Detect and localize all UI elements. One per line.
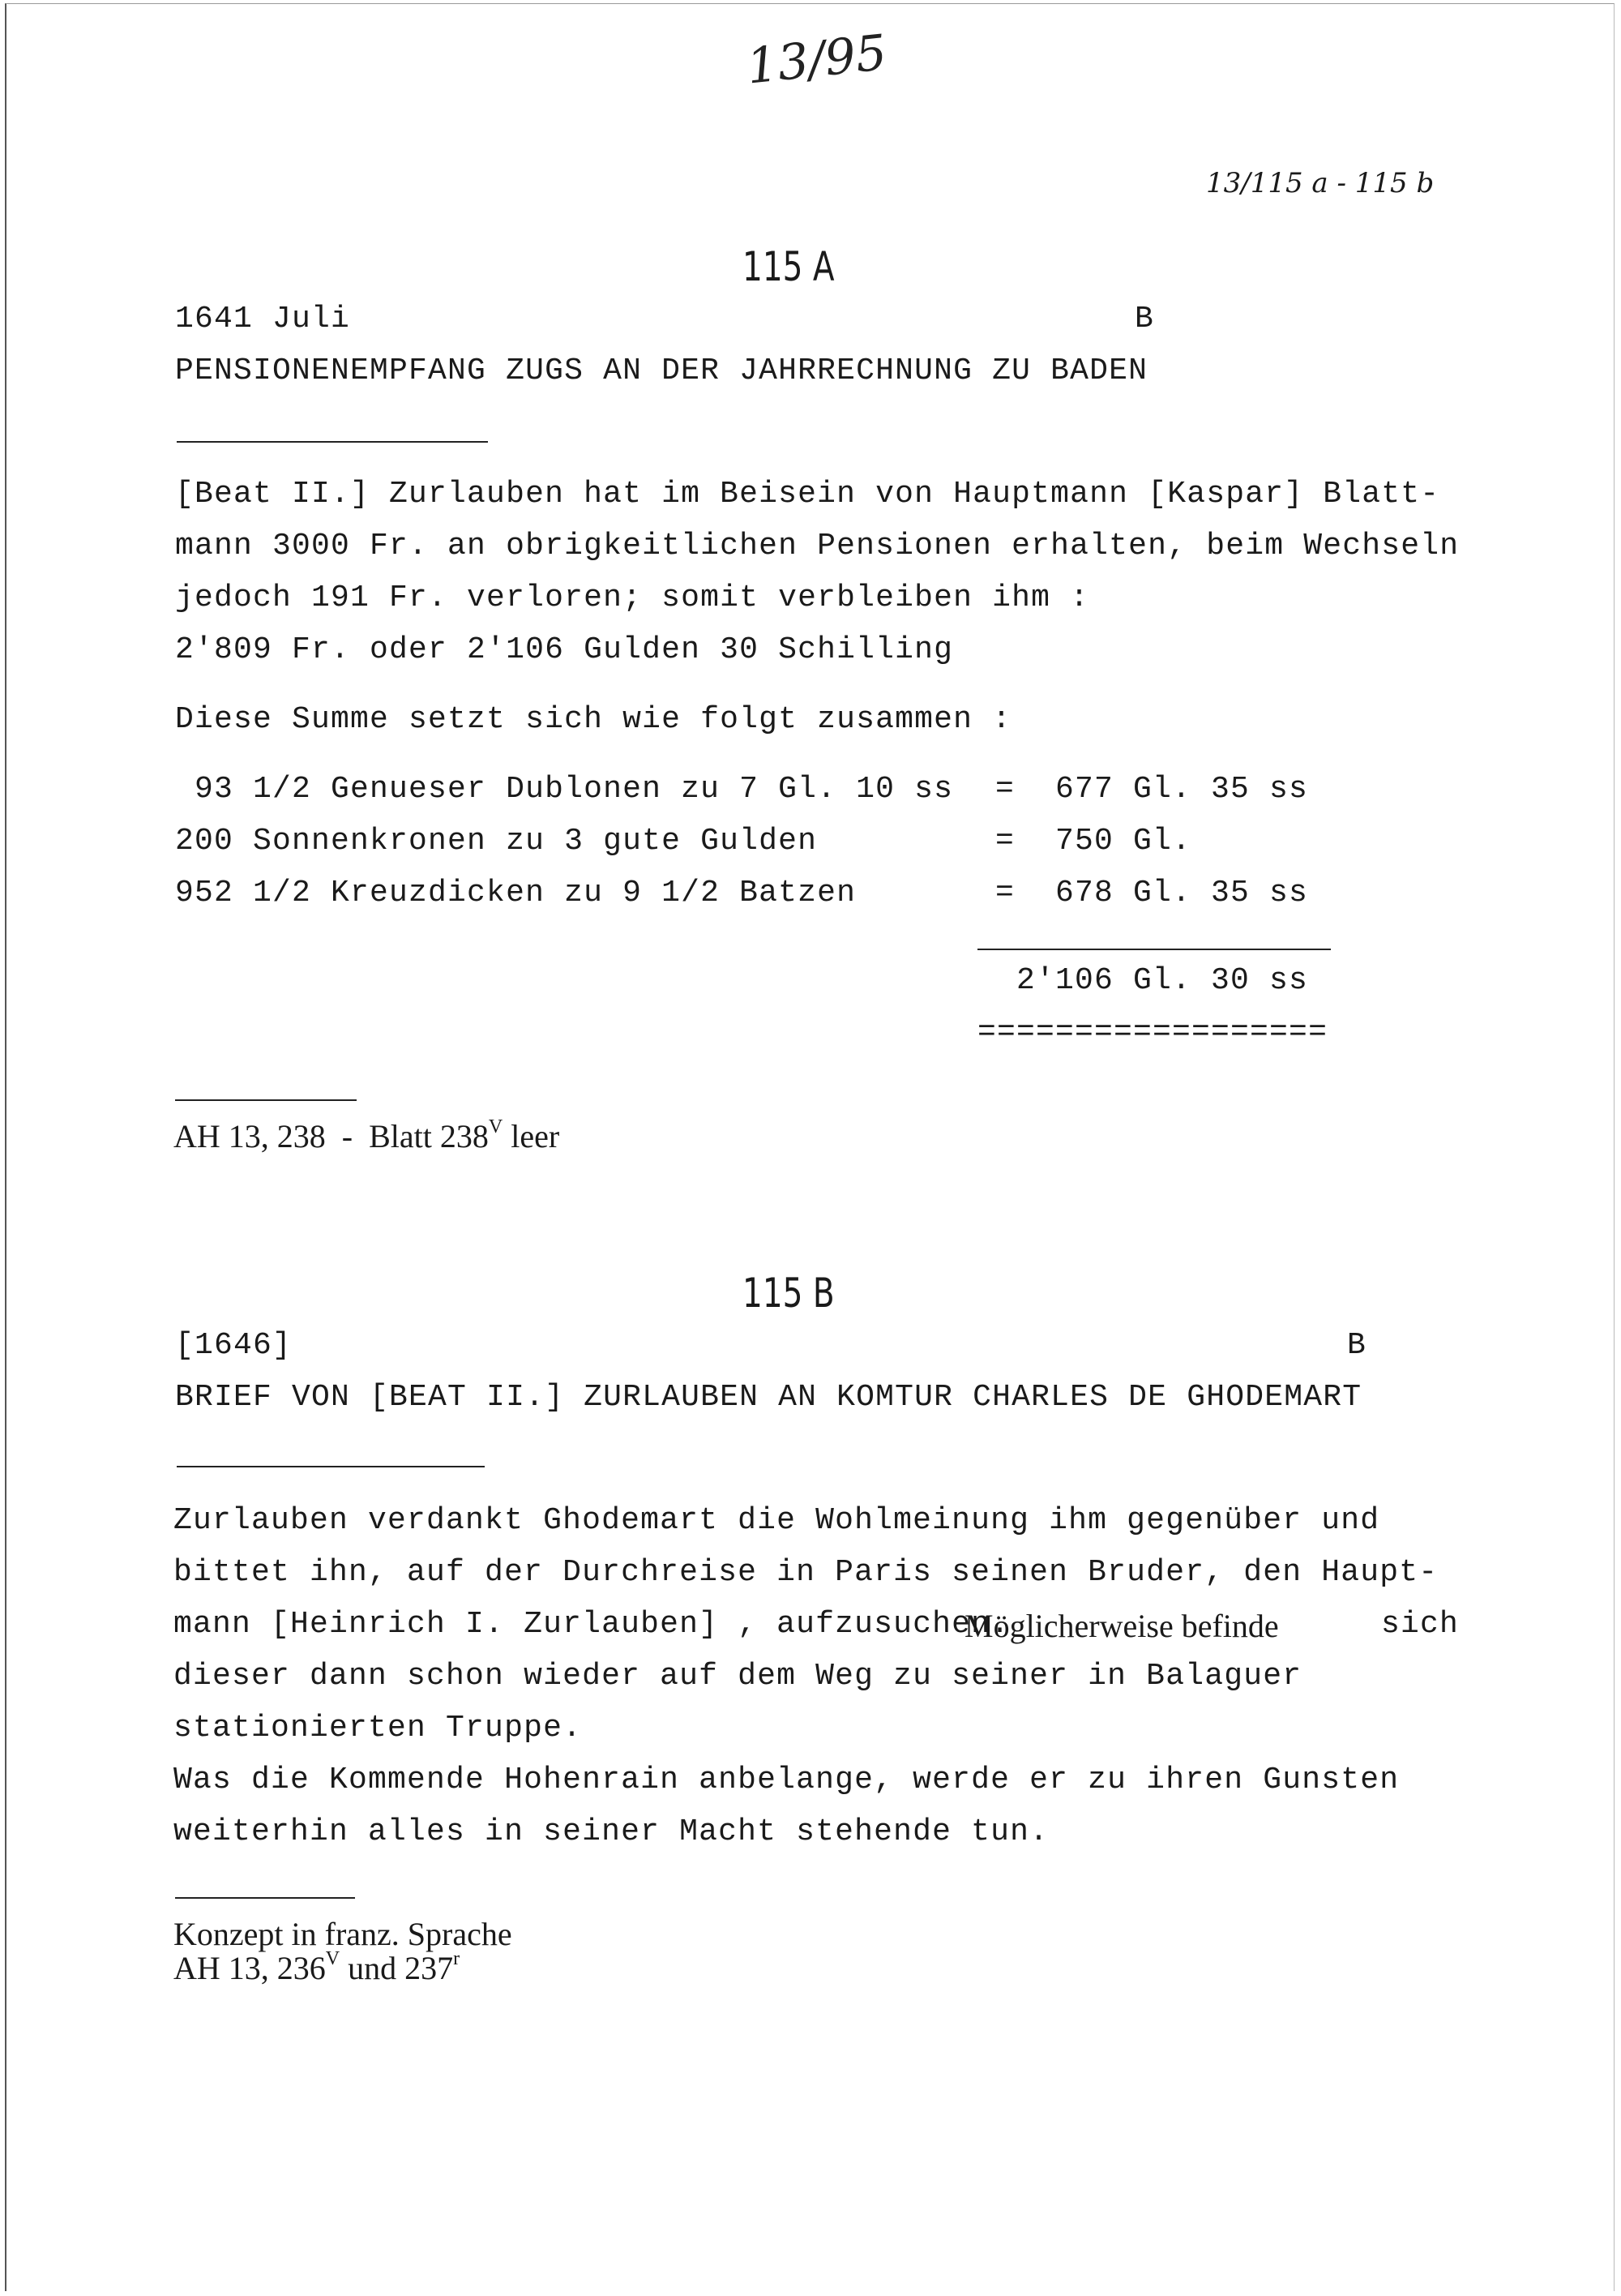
handwritten-folio-number: 13/95 <box>744 24 890 96</box>
entry-a-row-3-value: 678 Gl. 35 ss <box>1055 876 1309 910</box>
entry-b-body-line-3: mann [Heinrich I. Zurlauben] , aufzusuchen. <box>173 1607 1011 1642</box>
entry-b-body-line-7: weiterhin alles in seiner Macht stehende tun. <box>173 1814 1050 1849</box>
entry-a-row-1-item: 93 1/2 Genueser Dublonen zu 7 Gl. 10 ss <box>175 772 954 807</box>
entry-a-row-3-item: 952 1/2 Kreuzdicken zu 9 1/2 Batzen <box>175 876 857 910</box>
entry-a-source-text: AH 13, 238 - Blatt 238 <box>173 1118 489 1154</box>
entry-a-body-line-1: [Beat II.] Zurlauben hat im Beisein von Hauptmann [Kaspar] Blatt- <box>175 477 1440 512</box>
entry-b-title-rule <box>177 1466 485 1467</box>
entry-b-number: 115 B <box>742 1270 835 1317</box>
entry-b-note-2-sup-2: r <box>453 1948 460 1969</box>
entry-b-footnote-rule <box>175 1897 355 1899</box>
entry-a-title-rule <box>177 441 488 443</box>
entry-b-body-line-4: dieser dann schon wieder auf dem Weg zu seiner in Balaguer <box>173 1659 1302 1694</box>
entry-a-total: 2'106 Gl. 30 ss <box>1016 963 1309 998</box>
entry-b-note-2 <box>173 1949 460 1987</box>
entry-a-double-rule: ================== <box>977 1015 1328 1050</box>
entry-a-date: 1641 Juli <box>175 302 351 336</box>
entry-a-row-1-equals: = <box>995 772 1016 807</box>
entry-a-source-tail: leer <box>503 1118 560 1154</box>
entry-b-note-2-mid: und 237 <box>340 1950 454 1986</box>
entry-a-body-line-3: jedoch 191 Fr. verloren; somit verbleiben ihm : <box>175 580 1090 615</box>
entry-a-row-2-value: 750 Gl. <box>1055 824 1192 859</box>
entry-a-intro: Diese Summe setzt sich wie folgt zusammen : <box>175 702 1012 737</box>
entry-a-body-line-4: 2'809 Fr. oder 2'106 Gulden 30 Schilling <box>175 632 954 667</box>
entry-b-note-2-text: AH 13, 236 <box>173 1950 326 1986</box>
entry-a-footnote-rule <box>175 1099 357 1101</box>
document-reference: 13/115 a - 115 b <box>1206 167 1435 199</box>
entry-b-date: [1646] <box>175 1328 293 1363</box>
entry-b-note-1: Konzept in franz. Sprache <box>173 1916 512 1952</box>
entry-b-note-2-sup-1: V <box>325 1948 340 1969</box>
entry-a-number: 115 A <box>742 243 835 290</box>
entry-b-body-line-5: stationierten Truppe. <box>173 1711 583 1746</box>
entry-a-row-2-equals: = <box>995 824 1016 859</box>
entry-a-row-3-equals: = <box>995 876 1016 910</box>
entry-a-row-1-value: 677 Gl. 35 ss <box>1055 772 1309 807</box>
entry-a-row-2-item: 200 Sonnenkronen zu 3 gute Gulden <box>175 824 818 859</box>
entry-b-title: BRIEF VON [BEAT II.] ZURLAUBEN AN KOMTUR CHARLES DE GHODEMART <box>175 1380 1362 1415</box>
entry-b-body-line-6: Was die Kommende Hohenrain anbelange, werde er zu ihren Gunsten <box>173 1763 1400 1797</box>
entry-b-body-line-3-inserted: Möglicherweise befinde <box>964 1608 1279 1644</box>
entry-b-body-line-1: Zurlauben verdankt Ghodemart die Wohlmeinung ihm gegenüber und <box>173 1503 1380 1538</box>
entry-a-letter: B <box>1135 302 1155 336</box>
entry-a-source-sup: V <box>488 1116 503 1137</box>
entry-b-body-line-2: bittet ihn, auf der Durchreise in Paris seinen Bruder, den Haupt- <box>173 1555 1439 1590</box>
entry-a-title: PENSIONENEMPFANG ZUGS AN DER JAHRRECHNUNG ZU BADEN <box>175 353 1148 388</box>
sum-rule <box>977 949 1331 950</box>
entry-a-body-line-2: mann 3000 Fr. an obrigkeitlichen Pensionen erhalten, beim Wechseln <box>175 529 1460 563</box>
entry-a-source <box>173 1117 559 1155</box>
entry-b-body-line-3-end: sich <box>1381 1607 1460 1642</box>
entry-b-letter: B <box>1347 1328 1367 1363</box>
